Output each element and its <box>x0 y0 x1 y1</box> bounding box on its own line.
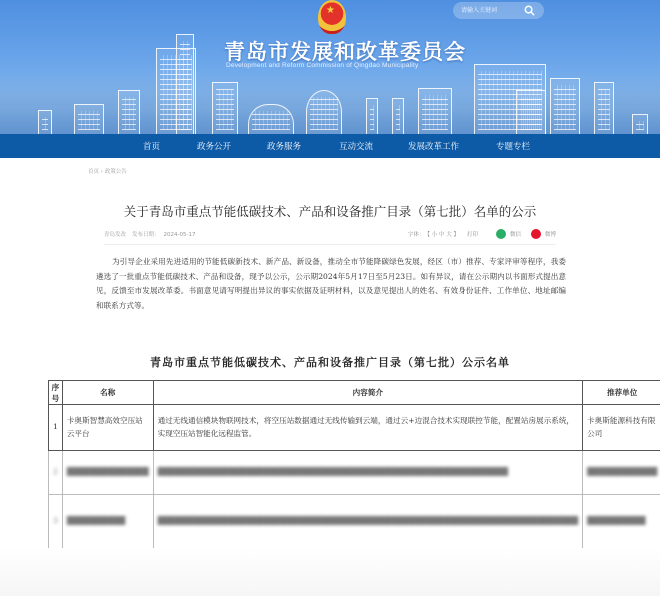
breadcrumb <box>88 167 127 175</box>
share-weibo-label: 微博 <box>545 232 557 238</box>
column-header-description: 内容简介 <box>153 381 582 405</box>
breadcrumb-current[interactable]: 政策公告 <box>104 169 127 175</box>
nav-item-home[interactable]: 首页 <box>143 142 161 152</box>
cell-no: 3 <box>49 495 63 549</box>
skyline-building <box>306 90 342 134</box>
bottom-fade <box>0 548 660 596</box>
table-row-blurred <box>49 451 660 495</box>
article-meta <box>104 230 202 238</box>
nav-item-development-reform-work[interactable]: 发展改革工作 <box>408 142 460 152</box>
share-wechat-label: 微信 <box>510 232 522 238</box>
cell-unit: ██████████ <box>583 495 660 549</box>
table-header-row <box>49 381 660 405</box>
site-subtitle: Development and Reform Commission of Qingdao Municipality <box>226 62 419 69</box>
list-title: 青岛市重点节能低碳技术、产品和设备推广目录（第七批）公示名单 <box>150 356 510 369</box>
skyline-building <box>392 98 404 134</box>
column-header-name: 名称 <box>62 381 153 405</box>
font-size-label: 字体： <box>408 232 425 238</box>
cell-description: ████████████████████████████████████████████████████████████ <box>153 451 582 495</box>
cell-name: ██████████████ <box>62 451 153 495</box>
skyline-building <box>118 90 140 134</box>
cell-description: ████████████████████████████████████████████████████████████████████████ <box>153 495 582 549</box>
skyline-building <box>594 82 614 134</box>
cell-no: 1 <box>49 405 63 451</box>
meta-divider <box>104 244 556 245</box>
skyline-building <box>176 34 194 134</box>
share-weibo-button[interactable] <box>531 229 556 239</box>
breadcrumb-home[interactable]: 首页 <box>88 169 100 175</box>
nav-item-special-topics[interactable]: 专题专栏 <box>496 142 531 152</box>
print-button[interactable]: 打印 <box>467 232 479 238</box>
cell-name: ██████████ <box>62 495 153 549</box>
skyline-building <box>516 90 546 134</box>
date-label: 发布日期： <box>132 232 160 238</box>
font-size-options[interactable]: 【 小 中 大 】 <box>424 232 460 238</box>
wechat-icon <box>496 229 506 239</box>
table-row <box>49 405 660 451</box>
column-header-recommending-unit: 推荐单位 <box>583 381 660 405</box>
cell-name: 卡奥斯智慧高效空压站云平台 <box>62 405 153 451</box>
skyline-building <box>212 82 238 134</box>
article-tools <box>408 229 556 239</box>
weibo-icon <box>531 229 541 239</box>
nav-item-government-services[interactable]: 政务服务 <box>267 142 302 152</box>
skyline-building <box>632 114 648 134</box>
skyline-building <box>550 78 580 134</box>
search-icon[interactable] <box>524 5 535 16</box>
cell-unit: ████████████ <box>583 451 660 495</box>
column-header-no: 序号 <box>49 381 63 405</box>
article-source: 青岛发改 <box>104 232 127 238</box>
site-banner <box>0 0 660 134</box>
search-box <box>453 2 544 19</box>
national-emblem-icon <box>318 0 346 34</box>
nav-item-government-affairs-disclosure[interactable]: 政务公开 <box>197 142 232 152</box>
skyline-building <box>38 110 52 134</box>
cell-unit: 卡奥斯能源科技有限公司 <box>583 405 660 451</box>
search-input[interactable] <box>461 5 516 16</box>
skyline-building <box>366 98 378 134</box>
share-wechat-button[interactable] <box>496 229 521 239</box>
candidate-list-table <box>48 380 660 549</box>
skyline-building <box>74 104 104 134</box>
publish-date: 2024-05-17 <box>163 232 196 238</box>
breadcrumb-separator: › <box>100 169 103 175</box>
main-nav <box>0 134 660 158</box>
skyline-building <box>418 88 452 134</box>
table-row-blurred <box>49 495 660 549</box>
skyline-building <box>248 104 294 134</box>
site-title: 青岛市发展和改革委员会 <box>224 40 466 64</box>
article-body: 为引导企业采用先进适用的节能低碳新技术、新产品、新设备，推动全市节能降碳绿色发展，经区（市）推荐、专家评审等程序，我委遴选了一批重点节能低碳技术、产品和设备，现予以公示，公示期2024年5月17日至5月23日。如有异议，请在公示期内以书面形式提出意见，反馈至市发展改革委。书面意见请写明提出异议的事实依据及证明材料，以及意见提出人的姓名、有效身份证件、工作单位、地址邮编和联系方式等。 <box>96 257 566 310</box>
article-title: 关于青岛市重点节能低碳技术、产品和设备推广目录（第七批）名单的公示 <box>123 204 537 219</box>
nav-item-interaction[interactable]: 互动交流 <box>339 142 374 152</box>
cell-description: 通过无线通信模块物联网技术，将空压站数据通过无线传输到云端，通过云+边混合技术实现联控节能，配置站房展示系统，实现空压站智能化远程监管。 <box>153 405 582 451</box>
cell-no: 2 <box>49 451 63 495</box>
